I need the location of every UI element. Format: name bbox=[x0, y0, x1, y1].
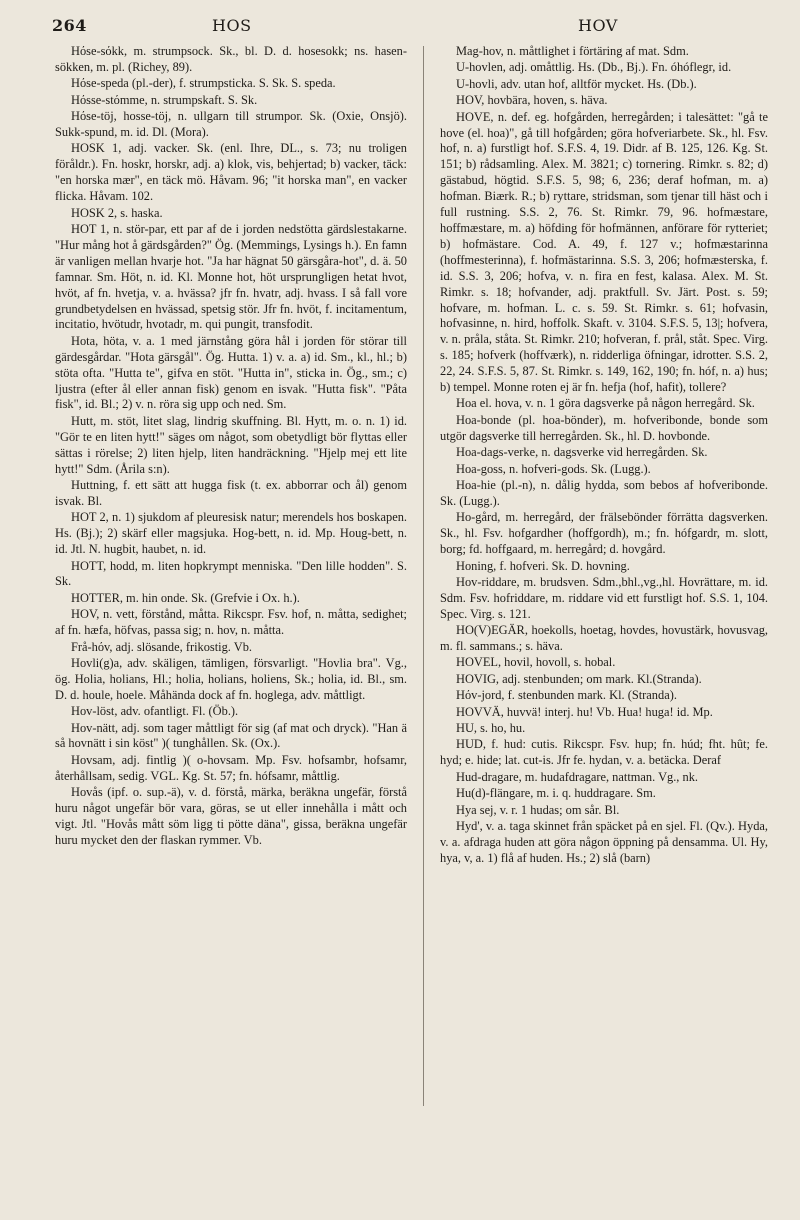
dictionary-entry: Hovås (ipf. o. sup.-ä), v. d. förstå, märka, beräkna ungefär, förstå huru något ungefär bör vara, göras, se ut eller innehålla i mått och vigt. Jtl. "Hovås mått söm ligg ti pötte däna", gissa, beräkna ungefär huru mycket den der flaskan rymmer. Vb. bbox=[55, 785, 407, 847]
dictionary-entry: Hoa-goss, n. hofveri-gods. Sk. (Lugg.). bbox=[456, 461, 651, 476]
dictionary-entry: Hόse-töj, hosse-töj, n. ullgarn till strumpor. Sk. (Oxie, Onsjö). Sukk-spund, m. id. Dl. (Mora). bbox=[55, 109, 407, 140]
dictionary-entry: HOVE, n. def. eg. hofgården, herregården; i talesättet: "gå te hove (el. hoa)", gå till hofgården; göra hofveriarbete. Sk., hl. Fsv. hof, n. a) furstligt hof. S.F.S. 4, 19. Didr. af B. 125, 126. Kg. St. 151; b) rådsamling. Alex. M. 3821; c) tornering. Rimkr. s. 82; d) gästabud, högtid. S.F.S. 5, 98; 6, 236; deraf hofman, m. a) hofman. Biærk. R.; b) ryttare, stridsman, som tjenar till häst och i full rustning. S.S. 2, 76. St. Rimkr. 79, 96. hofmæstare, hoffmæstare, m. a) höfding för hofmännen, anförare för rytteriet; b) hofmästare. Cod. A. 49, f. 127 v.; hofmæstarinna (hoffmesterinna), f. hofmästarinna. S.S. 3, 206; hofmæsterska, f. id. S.S. 3, 206; hofva, v. n. fira en fest, kalasa. Alex. M. St. Rimkr. s. 18; hofvander, adj. praktfull. Sv. Järt. Post. s. 59; hofvare, m. hofman. L. c. s. 59. St. Rimkr. s. 61; hofvasin, hofvasinne, n. hird, hoffolk. Skaft. v. 3104. S.F.S. 5, 13|; hofvera, v. n. pråla, ståta. St. Rimkr. 210; hofveran, f. prål, ståt. Spec. Virg. s. 185; hofverk (hoffværk), n. ridderliga öfningar, idrotter. S.S. 2, 22, 24. S.F.S. 5, 87. St. Rimkr. s. 149, 162, 190; fn. hóf, n. a) hus; b) tempel. Monne roten ej är fn. hefja (hof, hafit), tollere? bbox=[440, 109, 768, 395]
dictionary-entry: HU, s. ho, hu. bbox=[456, 721, 526, 736]
dictionary-entry: Huttning, f. ett sätt att hugga fisk (t. ex. abborrar och ål) genom isvak. Bl. bbox=[55, 477, 407, 508]
dictionary-entry: Hov-nätt, adj. som tager måttligt för sig (af mat och dryck). "Han ä så hovnätt i sin köst" )( tunghållen. Sk. (Ox.). bbox=[55, 720, 407, 751]
dictionary-entry: Hόse-speda (pl.-der), f. strumpsticka. S. Sk. S. speda. bbox=[71, 76, 336, 91]
dictionary-entry: Hoa-dags-verke, n. dagsverke vid herregården. Sk. bbox=[456, 445, 708, 460]
dictionary-entry: Hόsse-stόmme, n. strumpskaft. S. Sk. bbox=[71, 92, 258, 107]
dictionary-entry: Hόv-jord, f. stenbunden mark. Kl. (Stranda). bbox=[456, 688, 677, 703]
dictionary-entry: HOSK 2, s. haska. bbox=[71, 205, 163, 220]
dictionary-entry: Hoa-bonde (pl. hoa-bönder), m. hofveribonde, bonde som utgör dagsverke till herregården. Sk., hl. D. hovbonde. bbox=[440, 412, 768, 443]
dictionary-entry: Hoa-hie (pl.-n), n. dålig hydda, som bebos af hofveribonde. Sk. (Lugg.). bbox=[440, 477, 768, 508]
dictionary-entry: U-hovlen, adj. omåttlig. Hs. (Db., Bj.). Fn. óhóflegr, id. bbox=[456, 60, 732, 75]
dictionary-entry: HOT 2, n. 1) sjukdom af pleuresisk natur; merendels hos boskapen. Hs. (Bj.); 2) skärf eller magsjuka. Hog-bett, n. id. Mp. Houg-bett, n. id. Jtl. N. hugbit, haubet, n. id. bbox=[55, 510, 407, 557]
page-number: 264 bbox=[52, 16, 87, 35]
dictionary-entry: HOT 1, n. stör-par, ett par af de i jorden nedstötta gärdslestakarne. "Hur mång hot å gärdsgården?" Ög. (Memmings, Lysings h.). En famn är vanligen mellan hvarje hot. "Ja har hägnat 50 gärsgåra-hot", d. ä. 50 famnar. Sm. Höt, n. id. Kl. Monne hot, höt ursprungligen hetat hvot, hvöt, af fn. hvetja, v. a. hvässa? jfr fn. hvatr, adj. hvass. I så fall vore grundbetydelsen en hvässad, spetsig stör. Jfr fn. hvöt, f. incitamentum, incitatio, hvötudr, hvotadr, m. qui pungit, transfodit. bbox=[55, 221, 407, 332]
dictionary-entry: Hyd', v. a. taga skinnet från späcket på en sjel. Fl. (Qv.). Hyda, v. a. afdraga huden att göra någon öppning på densamma. Ul. Hy, hya, v, a. 1) flå af huden. Hs.; 2) slå (barn) bbox=[440, 819, 768, 865]
dictionary-entry: Ho-gård, m. herregård, der frälsebönder förrätta dagsverken. Sk., hl. Fsv. hofgardher (hoffgordh), m.; fn. hófgardr, m. slott, borg; fd. hoffgaard, m. herregård; d. hovgård. bbox=[440, 510, 768, 557]
dictionary-entry: HOV, n. vett, förstånd, måtta. Rikсspr. Fsv. hof, n. måtta, sedighet; af fn. hæfa, höfvas, passa sig; n. hov, n. måtta. bbox=[55, 607, 407, 638]
column-divider bbox=[423, 46, 424, 1106]
dictionary-entry: Mag-hov, n. måttlighet i förtäring af mat. Sdm. bbox=[456, 44, 689, 58]
dictionary-entry: HOTT, hodd, m. liten hopkrympt menniska. "Den lille hodden". S. Sk. bbox=[55, 558, 407, 589]
left-column bbox=[55, 44, 407, 849]
dictionary-entry: HOV, hovbära, hoven, s. häva. bbox=[456, 93, 608, 108]
dictionary-entry: Hya sej, v. r. 1 hudas; om sår. Bl. bbox=[456, 802, 620, 817]
left-running-head: HOS bbox=[212, 16, 252, 35]
dictionary-entry: Hov-löst, adv. ofantligt. Fl. (Öb.). bbox=[71, 704, 239, 719]
dictionary-entry: HO(V)EGÄR, hoekolls, hoetag, hovdes, hovustärk, hovusvag, m. fl. sammans.; s. häva. bbox=[440, 623, 768, 654]
dictionary-entry: Hu(d)-flängare, m. i. q. huddragare. Sm. bbox=[456, 786, 656, 801]
dictionary-entry: Hoa el. hova, v. n. 1 göra dagsverke på någon herregård. Sk. bbox=[456, 396, 755, 411]
dictionary-entry: Hov-riddare, m. brudsven. Sdm.,bhl.,vg.,hl. Hovrättare, m. id. Sdm. Fsv. hofriddare, m. riddare vid ett furstligt hof. S.S. 1, 104. Spec. Virg. s. 121. bbox=[440, 574, 768, 621]
dictionary-entry: Hota, höta, v. a. 1 med järnstång göra hål i jorden för störar till gärdesgårdar. "Hota gärsgål". Ög. Hutta. 1) v. a. a) id. Sm., kl., hl.; b) stöta ofta. "Hutta te", gifva en stöt. "Hutta in", sticka in. Ög., sm.; c) ljustra (efter ål eller annan fisk) genom en isvak. "Hutta fisk". "Påta fisk", id. Bl.; 2) v. n. röra sig upp och ned. Sm. bbox=[55, 333, 407, 412]
dictionary-entry: HOVIG, adj. stenbunden; om mark. Kl.(Stranda). bbox=[456, 671, 702, 686]
dictionary-entry: Hud-dragare, m. hudafdragare, nattman. Vg., nk. bbox=[456, 769, 698, 784]
dictionary-entry: Hovsam, adj. fintlig )( o-hovsam. Mp. Fsv. hofsambr, hofsamr, återhållsam, sedig. VGL. Kg. St. 57; fn. hófsamr, måttlig. bbox=[55, 752, 407, 783]
dictionary-entry: HOSK 1, adj. vacker. Sk. (enl. Ihre, DL., s. 73; nu troligen föråldr.). Fn. hoskr, horskr, adj. a) klok, vis, behjertad; b) vacker, täck: "en horska mær", en täck mö. Håvam. 96; "it horska man", en vacker flicka. Håvam. 102. bbox=[55, 141, 407, 204]
dictionary-entry: HOVVÄ, huvvä! interj. hu! Vb. Hua! huga! id. Mp. bbox=[456, 704, 713, 719]
dictionary-entry: U-hovli, adv. utan hof, alltför mycket. Hs. (Db.). bbox=[456, 76, 697, 91]
dictionary-entry: Frå-hόv, adj. slösande, frikostig. Vb. bbox=[71, 639, 253, 654]
right-running-head: HOV bbox=[578, 16, 618, 35]
dictionary-entry: HOVEL, hovil, hovoll, s. hobal. bbox=[456, 655, 616, 670]
dictionary-entry: Honing, f. hofveri. Sk. D. hovning. bbox=[456, 558, 630, 573]
dictionary-entry: HOTTER, m. hin onde. Sk. (Grefvie i Ox. h.). bbox=[71, 590, 300, 605]
right-column bbox=[440, 44, 768, 867]
dictionary-entry: Hovli(g)a, adv. skäligen, tämligen, försvarligt. "Hovlia bra". Vg., ög. Holia, holians, Hl.; holia, holians, holiens, Sk.; holia, id. Bl., sm. D. d. houle, hoele. Måhända dock af fn. hoglega, adv. måttligt. bbox=[55, 655, 407, 702]
dictionary-entry: Hόse-sόkk, m. strumpsock. Sk., bl. D. d. hosesokk; ns. hasen-sökken, m. pl. (Richey, 89). bbox=[55, 44, 407, 74]
dictionary-entry: HUD, f. hud: cutis. Rikсspr. Fsv. hup; fn. húd; fht. hût; fe. hyd; e. hide; lat. cut-is. Jfr fe. hydan, v. a. betäcka. Deraf bbox=[440, 737, 768, 768]
dictionary-entry: Hutt, m. stöt, litet slag, lindrig skuffning. Bl. Hytt, m. o. n. 1) id. "Gör te en liten hytt!" säges om något, som obetydligt bör flyttas eller sättas i rörelse; 2) liten hjelp, liten handräckning. "Hjelp mej ett lite hytt!" Sdm. (Årila s:n). bbox=[55, 413, 407, 476]
